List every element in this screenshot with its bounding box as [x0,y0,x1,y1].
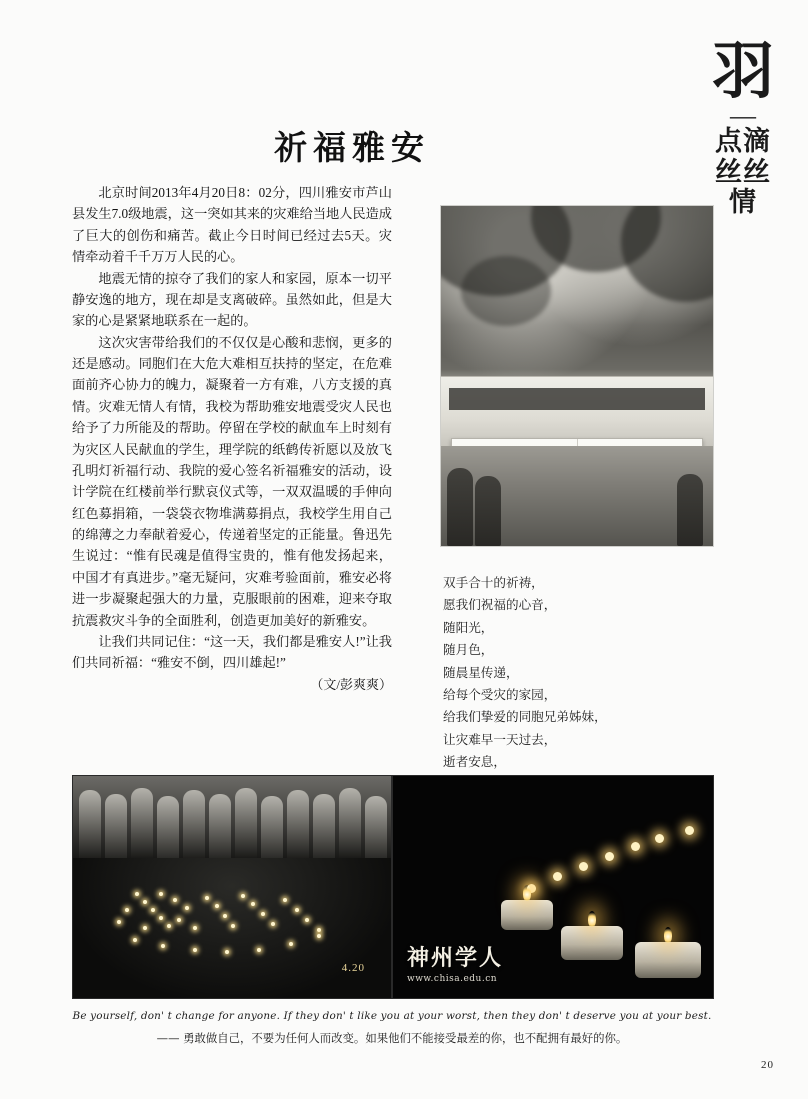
poem-line: 逝者安息， [443,754,506,770]
poem-line: 给我们挚爱的同胞兄弟姊妹， [443,709,607,725]
masthead-vertical-title: 点滴丝丝情 [715,126,771,218]
photo-watermark [407,941,503,984]
poem-line: 随月色， [443,642,494,658]
footer-quote [72,1010,712,1046]
footer-quote-chinese: —— 勇敢做自己，不要为任何人而改变。如果他们不能接受最差的你，也不配拥有最好的你。 [156,1031,628,1045]
poem-line: 给每个受灾的家园， [443,687,557,703]
masthead [708,34,778,218]
masthead-main-character: 羽 [711,34,774,107]
watermark-url: www.chisa.edu.cn [407,974,498,984]
person-silhouette [475,476,501,546]
tree-foliage [461,256,551,326]
campus-wall [441,376,713,447]
event-banner [449,388,705,410]
article-paragraph: 北京时间2013年4月20日8：02分，四川雅安市芦山县发生7.0级地震，这一突如其来的灾难给当地人民造成了巨大的创伤和痛苦。截止今日时间已经过去5天。灾情牵动着千千万万人民的心。 [72,185,392,265]
masthead-dash: — [730,101,756,130]
page-title: 祈福雅安 [274,128,430,167]
vigil-date-text: 4.20 [341,962,365,974]
article-body [72,182,392,695]
footer-quote-english: Be yourself, don' t change for anyone. If they don' t like you at your worst, then they don' t deserve you at your best. [72,1010,712,1022]
photo-ground [73,858,391,998]
person-silhouette [447,468,473,546]
page-number: 20 [761,1059,774,1071]
poem-line: 双手合十的祈祷， [443,575,544,590]
poem-line: 随晨星传递， [443,664,519,680]
article-paragraph: 让我们共同记住：“这一天，我们都是雅安人!”让我们共同祈福：“雅安不倒，四川雄起!” [72,633,392,671]
watermark-text: 神州学人 [407,945,504,971]
poem-line: 愿我们祝福的心音， [443,597,557,613]
person-silhouette [677,474,703,546]
photo-candles [392,775,714,999]
photo-candle-vigil [72,775,392,999]
photo-signature-wall [440,205,714,547]
poem-line: 让灾难早一天过去， [443,731,557,747]
poem-line: 随阳光， [443,619,494,635]
article-paragraph: 地震无情的掠夺了我们的家人和家园，原本一切平静安逸的地方，现在却是支离破碎。虽然如此，但是大家的心是紧紧地联系在一起的。 [72,270,392,329]
article-byline: （文/彭爽爽） [310,676,392,692]
article-paragraph: 这次灾害带给我们的不仅仅是心酸和悲悯，更多的还是感动。同胞们在大危大难相互扶持的坚定，在危难面前齐心协力的魄力，凝聚着一方有难，八方支援的真情。灾难无情人有情，我校为帮助雅安地震受灾人民也给予了力所能及的帮助。停留在学校的献血车上时刻有为灾区人民献血的学生，理学院的纸鹤传祈愿以及放飞孔明灯祈福行动、我院的爱心签名祈福雅安的活动，设计学院在红楼前举行默哀仪式等，一双双温暖的手伸向红色募捐箱，一袋袋衣物堆满募捐点，我校学生用自己的绵薄之力奉献着爱心，传递着坚定的正能量。鲁迅先生说过：“惟有民魂是值得宝贵的，惟有他发扬起来，中国才有真进步。”毫无疑问，灾难考验面前，雅安必将进一步凝聚起强大的力量，克服眼前的困难，迎来夺取抗震救灾斗争的全面胜利，创造更加美好的新雅安。 [72,334,392,628]
